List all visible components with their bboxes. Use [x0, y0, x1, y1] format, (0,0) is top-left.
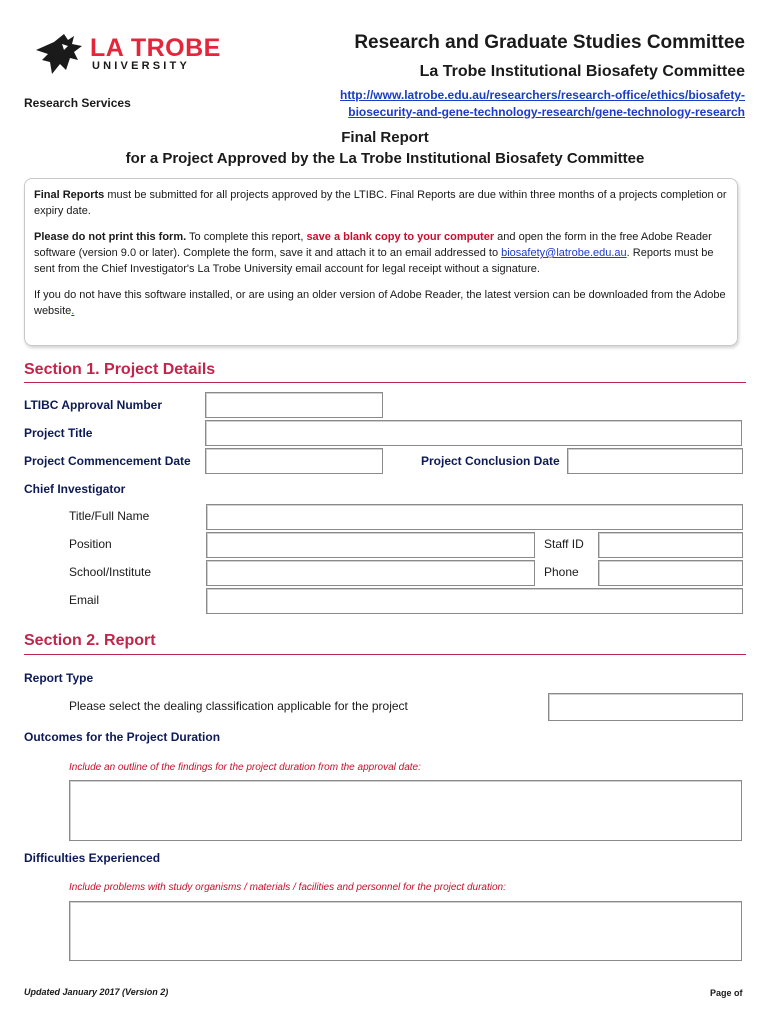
- outcomes-textarea[interactable]: [69, 780, 742, 841]
- instructions-text-2a: To complete this report,: [186, 231, 307, 243]
- outcomes-hint: Include an outline of the findings for the project duration from the approval date:: [69, 762, 421, 773]
- section-1-heading: Section 1. Project Details: [24, 361, 216, 378]
- version-footer: Updated January 2017 (Version 2): [24, 987, 169, 997]
- latrobe-logo: [34, 30, 86, 78]
- approval-number-input[interactable]: [205, 392, 383, 418]
- instructions-box: [24, 178, 738, 346]
- instructions-paragraph-2: [34, 229, 728, 277]
- committee-title: Research and Graduate Studies Committee: [354, 32, 745, 53]
- committee-url-link[interactable]: [305, 87, 745, 121]
- adobe-website-link[interactable]: .: [71, 305, 75, 317]
- project-title-label: Project Title: [24, 426, 93, 440]
- eagle-icon: [34, 30, 86, 78]
- instructions-text-2b: and open the form in the free Adobe Reader software (version 9.0 or later). Complete the form, save it and attach it to an email addressed to: [34, 231, 712, 259]
- instructions-paragraph-3: [34, 287, 728, 319]
- conclusion-date-label: Project Conclusion Date: [421, 454, 560, 468]
- commencement-date-label: Project Commencement Date: [24, 454, 191, 468]
- chief-investigator-label: Chief Investigator: [24, 482, 126, 496]
- phone-input[interactable]: [598, 560, 743, 586]
- ibc-title: La Trobe Institutional Biosafety Committee: [419, 63, 745, 80]
- section-1-divider: [24, 382, 746, 383]
- do-not-print-bold: Please do not print this form.: [34, 231, 187, 243]
- staff-id-input[interactable]: [598, 532, 743, 558]
- report-subtitle: for a Project Approved by the La Trobe Institutional Biosafety Committee: [125, 150, 645, 167]
- section-2-heading: Section 2. Report: [24, 632, 156, 649]
- department-name: Research Services: [24, 96, 131, 110]
- instructions-text-2c: . Reports must be sent from the Chief Investigator's La Trobe University email account for legal receipt without a signature.: [34, 247, 714, 275]
- position-input[interactable]: [206, 532, 535, 558]
- full-name-input[interactable]: [206, 504, 743, 530]
- approval-number-label: LTIBC Approval Number: [24, 398, 163, 412]
- email-input[interactable]: [206, 588, 743, 614]
- instructions-paragraph-1: [34, 187, 728, 219]
- outcomes-label: Outcomes for the Project Duration: [24, 730, 221, 744]
- school-input[interactable]: [206, 560, 535, 586]
- difficulties-hint: Include problems with study organisms / materials / facilities and personnel for the project duration:: [69, 882, 506, 893]
- section-2-divider: [24, 654, 746, 655]
- dealing-classification-select[interactable]: [548, 693, 743, 721]
- dealing-classification-label: Please select the dealing classification applicable for the project: [69, 699, 408, 713]
- report-type-label: Report Type: [24, 671, 94, 685]
- full-name-label: Title/Full Name: [69, 509, 150, 523]
- page-number: Page of: [710, 988, 743, 998]
- save-copy-highlight: save a blank copy to your computer: [306, 231, 495, 243]
- instructions-text-1: must be submitted for all projects approved by the LTIBC. Final Reports are due within three months of a projects completion or expiry date.: [34, 189, 727, 217]
- conclusion-date-input[interactable]: [567, 448, 743, 474]
- instructions-text-3: If you do not have this software installed, or are using an older version of Adobe Reader, the latest version can be downloaded from the Adobe website: [34, 289, 726, 317]
- staff-id-label: Staff ID: [544, 537, 584, 551]
- final-reports-bold: Final Reports: [34, 189, 105, 201]
- report-title: Final Report: [341, 129, 429, 146]
- biosafety-email-link[interactable]: biosafety@latrobe.edu.au: [501, 247, 627, 259]
- phone-label: Phone: [544, 565, 579, 579]
- commencement-date-input[interactable]: [205, 448, 383, 474]
- logo-subtitle: UNIVERSITY: [92, 60, 191, 72]
- email-label: Email: [69, 593, 100, 607]
- url-line-1[interactable]: http://www.latrobe.edu.au/researchers/research-office/ethics/biosafety-: [339, 88, 745, 102]
- url-line-2[interactable]: biosecurity-and-gene-technology-research/gene-technology-research: [348, 105, 745, 119]
- logo-wordmark: LA TROBE: [90, 34, 221, 62]
- difficulties-label: Difficulties Experienced: [24, 851, 161, 865]
- position-label: Position: [69, 537, 112, 551]
- school-label: School/Institute: [69, 565, 152, 579]
- project-title-input[interactable]: [205, 420, 742, 446]
- difficulties-textarea[interactable]: [69, 901, 742, 961]
